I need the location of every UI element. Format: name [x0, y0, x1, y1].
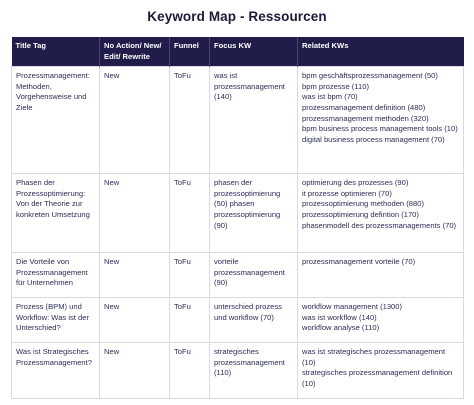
column-header-related-kws: Related KWs	[298, 37, 464, 67]
keyword-map-table	[11, 37, 464, 399]
cell-focus-kw: strategisches prozessmanagement (110)	[210, 343, 298, 399]
cell-title-tag: Die Vorteile von Prozessmanagement für Unternehmen	[12, 253, 100, 298]
cell-focus-kw: was ist prozessmanagement (140)	[210, 67, 298, 174]
column-header-focus-kw: Focus KW	[210, 37, 298, 67]
related-kw: optimierung des prozesses (90)	[302, 178, 409, 188]
related-kw: it prozesse optimieren (70)	[302, 188, 392, 198]
table-row	[12, 343, 464, 399]
cell-funnel: ToFu	[170, 67, 210, 174]
related-kw: was ist bpm (70)	[302, 92, 358, 102]
table-row	[12, 67, 464, 174]
header-row	[12, 37, 464, 67]
cell-focus-kw: phasen der prozessoptimierung (50) phasen prozessoptimierung (90)	[210, 174, 298, 253]
related-kw: prozessoptimierung defintion (170)	[302, 209, 419, 219]
cell-funnel: ToFu	[170, 174, 210, 253]
related-kw: was ist strategisches prozessmanagement (10)	[302, 347, 446, 367]
related-kw: digital business process management (70)	[302, 134, 445, 144]
table-row	[12, 253, 464, 298]
cell-funnel: ToFu	[170, 343, 210, 399]
cell-title-tag: Prozessmanagement: Methoden, Vorgehensweise und Ziele	[12, 67, 100, 174]
cell-action: New	[100, 343, 170, 399]
related-kw: prozessmanagement vorteile (70)	[302, 257, 416, 267]
cell-action: New	[100, 253, 170, 298]
cell-related-kws	[298, 253, 464, 298]
cell-action: New	[100, 298, 170, 343]
cell-related-kws	[298, 343, 464, 399]
cell-related-kws	[298, 174, 464, 253]
related-kw: bpm prozesse (110)	[302, 81, 369, 91]
cell-funnel: ToFu	[170, 253, 210, 298]
cell-action: New	[100, 174, 170, 253]
related-kw: workflow analyse (110)	[302, 323, 380, 333]
related-kw: prozessoptimierung methoden (880)	[302, 199, 424, 209]
related-kw: prozessmanagement methoden (320)	[302, 113, 429, 123]
column-header-title-tag: Title Tag	[12, 37, 100, 67]
cell-related-kws	[298, 298, 464, 343]
related-kw: workflow management (1300)	[302, 302, 403, 312]
cell-title-tag: Phasen der Prozessoptimierung: Von der Theorie zur konkreten Umsetzung	[12, 174, 100, 253]
column-header-funnel: Funnel	[170, 37, 210, 67]
cell-focus-kw: vorteile prozessmanagement (90)	[210, 253, 298, 298]
cell-focus-kw: unterschied prozess und workflow (70)	[210, 298, 298, 343]
related-kw: strategisches prozessmanagement definition (10)	[302, 368, 453, 388]
cell-funnel: ToFu	[170, 298, 210, 343]
related-kw: was ist workflow (140)	[302, 312, 377, 322]
column-header-action: No Action/ New/ Edit/ Rewrite	[100, 37, 170, 67]
related-kw: bpm business process management tools (10)	[302, 124, 458, 134]
cell-title-tag: Prozess (BPM) und Workflow: Was ist der Unterschied?	[12, 298, 100, 343]
page-title: Keyword Map - Ressourcen	[147, 9, 327, 24]
cell-action: New	[100, 67, 170, 174]
related-kw: prozessmanagement definition (480)	[302, 102, 426, 112]
related-kw: phasenmodell des prozessmanagements (70)	[302, 220, 457, 230]
cell-related-kws	[298, 67, 464, 174]
cell-title-tag: Was ist Strategisches Prozessmanagement?	[12, 343, 100, 399]
related-kw: bpm geschäftsprozessmanagement (50)	[302, 71, 438, 81]
table-row	[12, 174, 464, 253]
table-row	[12, 298, 464, 343]
